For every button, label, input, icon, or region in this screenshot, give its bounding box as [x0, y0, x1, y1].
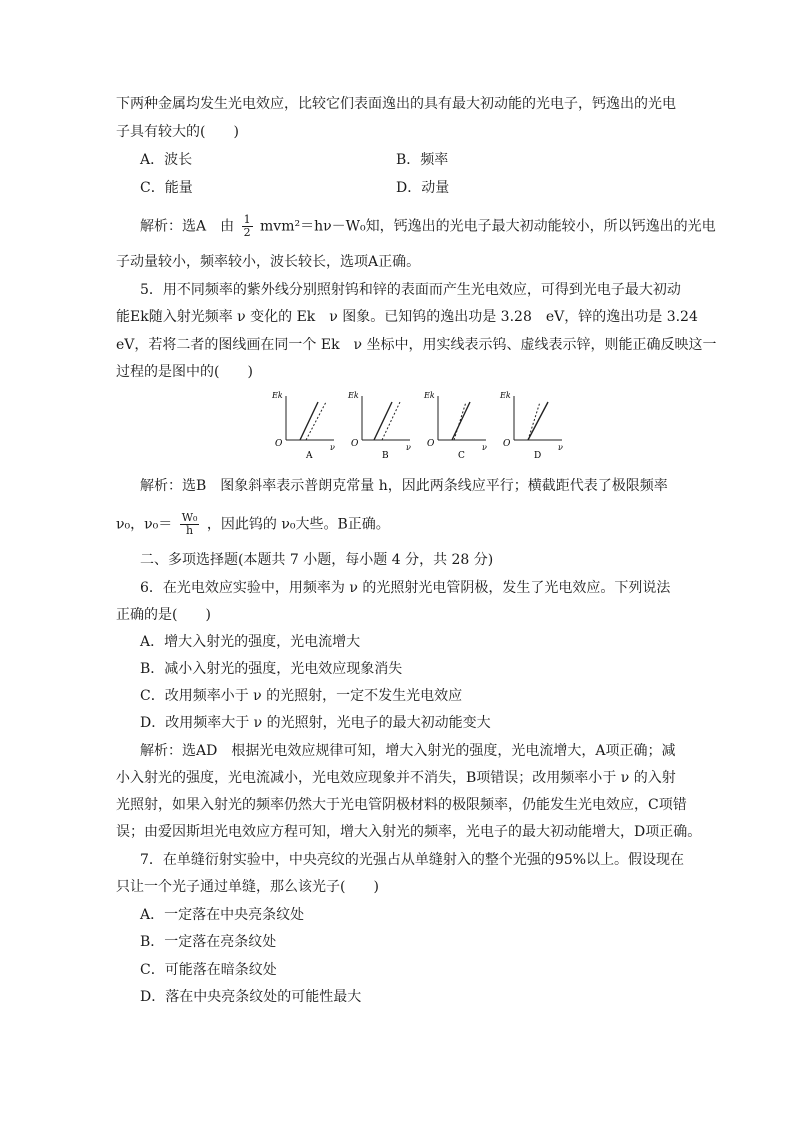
q7-option-d: D．落在中央亮条纹处的可能性最大	[140, 989, 362, 1005]
q4-text-line-1: 下两种金属均发生光电效应，比较它们表面逸出的具有最大初动能的光电子，钙逸出的光电	[116, 96, 676, 112]
q7-text-line-2: 只让一个光子通过单缝，那么该光子( )	[116, 879, 379, 895]
q4-option-a: A．波长	[140, 152, 193, 168]
q4-option-c: C．能量	[140, 180, 193, 196]
q6-text-line-1: 6．在光电效应实验中，用频率为 ν 的光照射光电管阴极，发生了光电效应。下列说法	[140, 580, 671, 596]
q4-fraction-denominator: 2	[243, 226, 251, 239]
graph-d-label: D	[534, 451, 542, 461]
graph-a-solid-line	[300, 402, 318, 440]
q5-analysis-line-2	[116, 512, 390, 537]
q5-analysis-suffix: ，因此钨的 ν₀大些。B正确。	[206, 516, 390, 533]
graph-b-label: B	[382, 451, 389, 461]
graph-c-x-label: ν	[482, 443, 487, 452]
graph-b-dashed-line	[382, 402, 400, 440]
q6-option-c: C．改用频率小于 ν 的光照射，一定不发生光电效应	[140, 688, 463, 704]
q4-fraction	[242, 214, 253, 239]
q5-text-line-4: 过程的是图中的( )	[116, 364, 253, 380]
graph-b	[347, 391, 411, 461]
graph-b-x-label: ν	[406, 443, 411, 452]
q4-analysis-formula: mvm²＝hν－W₀知，钙逸出的光电子最大初动能较小，所以钙逸出的光电	[260, 218, 716, 235]
q5-fraction-numerator: W₀	[181, 511, 198, 524]
q5-graphs-svg	[272, 388, 572, 468]
graph-b-solid-line	[374, 402, 392, 440]
graph-d	[499, 391, 563, 461]
graph-d-y-label: Ek	[500, 391, 511, 400]
q6-option-b: B．减小入射光的强度，光电效应现象消失	[140, 661, 403, 677]
graph-c-dashed-line	[454, 402, 466, 440]
q5-fraction	[180, 512, 200, 537]
graph-b-y-label: Ek	[348, 391, 359, 400]
q4-text-line-2: 子具有较大的( )	[116, 124, 239, 140]
q5-analysis-line-1: 解析：选B 图象斜率表示普朗克常量 h，因此两条线应平行；横截距代表了极限频率	[140, 478, 668, 494]
graph-d-origin: O	[503, 439, 511, 449]
q4-option-d: D．动量	[396, 180, 450, 196]
graph-c-y-label: Ek	[424, 391, 435, 400]
graph-c-label: C	[458, 451, 465, 461]
graph-d-x-label: ν	[558, 443, 563, 452]
q4-fraction-numerator: 1	[243, 213, 251, 226]
q5-fraction-denominator: h	[186, 524, 194, 537]
graph-c-origin: O	[427, 439, 435, 449]
graph-a-label: A	[306, 451, 313, 461]
q6-analysis-line-4: 误；由爱因斯坦光电效应方程可知，增大入射光的频率，光电子的最大初动能增大，D项正确。	[116, 824, 702, 840]
q6-text-line-2: 正确的是( )	[116, 607, 211, 623]
q7-text-line-1: 7．在单缝衍射实验中，中央亮纹的光强占从单缝射入的整个光强的95%以上。假设现在	[140, 852, 685, 868]
q6-option-a: A．增大入射光的强度，光电流增大	[140, 634, 361, 650]
q5-analysis-prefix: ν₀，ν₀＝	[116, 516, 173, 533]
q4-analysis-prefix: 解析：选A 由	[140, 218, 235, 235]
q6-option-d: D．改用频率大于 ν 的光照射，光电子的最大初动能变大	[140, 715, 491, 731]
graph-c	[423, 391, 487, 461]
q5-text-line-2: 能Ek随入射光频率 ν 变化的 Ek ν 图象。已知钨的逸出功是 3.28 eV，锌的逸出功是 3.24	[116, 309, 698, 325]
q7-option-c: C．可能落在暗条纹处	[140, 962, 277, 978]
q6-analysis-line-2: 小入射光的强度，光电流减小，光电效应现象并不消失，B项错误；改用频率小于 ν 的入射	[116, 770, 676, 786]
graph-a-x-label: ν	[330, 443, 335, 452]
graph-a-origin: O	[275, 439, 283, 449]
q4-analysis-line-1	[140, 214, 716, 239]
q6-analysis-line-3: 光照射，如果入射光的频率仍然大于光电管阴极材料的极限频率，仍能发生光电效应，C项错	[116, 797, 687, 813]
q5-text-line-1: 5．用不同频率的紫外线分别照射钨和锌的表面而产生光电效应，可得到光电子最大初动	[140, 282, 681, 298]
q4-analysis-line-2: 子动量较小，频率较小，波长较长，选项A正确。	[116, 254, 421, 270]
q5-graphs-figure	[272, 388, 572, 468]
q7-option-b: B．一定落在亮条纹处	[140, 934, 277, 950]
q5-text-line-3: eV，若将二者的图线画在同一个 Ek ν 坐标中，用实线表示钨、虚线表示锌，则能正确反映这一	[116, 337, 717, 353]
q6-analysis-line-1: 解析：选AD 根据光电效应规律可知，增大入射光的强度，光电流增大，A项正确；减	[140, 743, 676, 759]
q4-option-b: B．频率	[396, 152, 449, 168]
graph-a-y-label: Ek	[272, 391, 283, 400]
graph-c-solid-line	[452, 402, 470, 440]
graph-a	[272, 391, 335, 461]
q7-option-a: A．一定落在中央亮条纹处	[140, 907, 305, 923]
section-2-heading: 二、多项选择题(本题共 7 小题，每小题 4 分，共 28 分)	[140, 552, 494, 568]
graph-b-origin: O	[351, 439, 359, 449]
